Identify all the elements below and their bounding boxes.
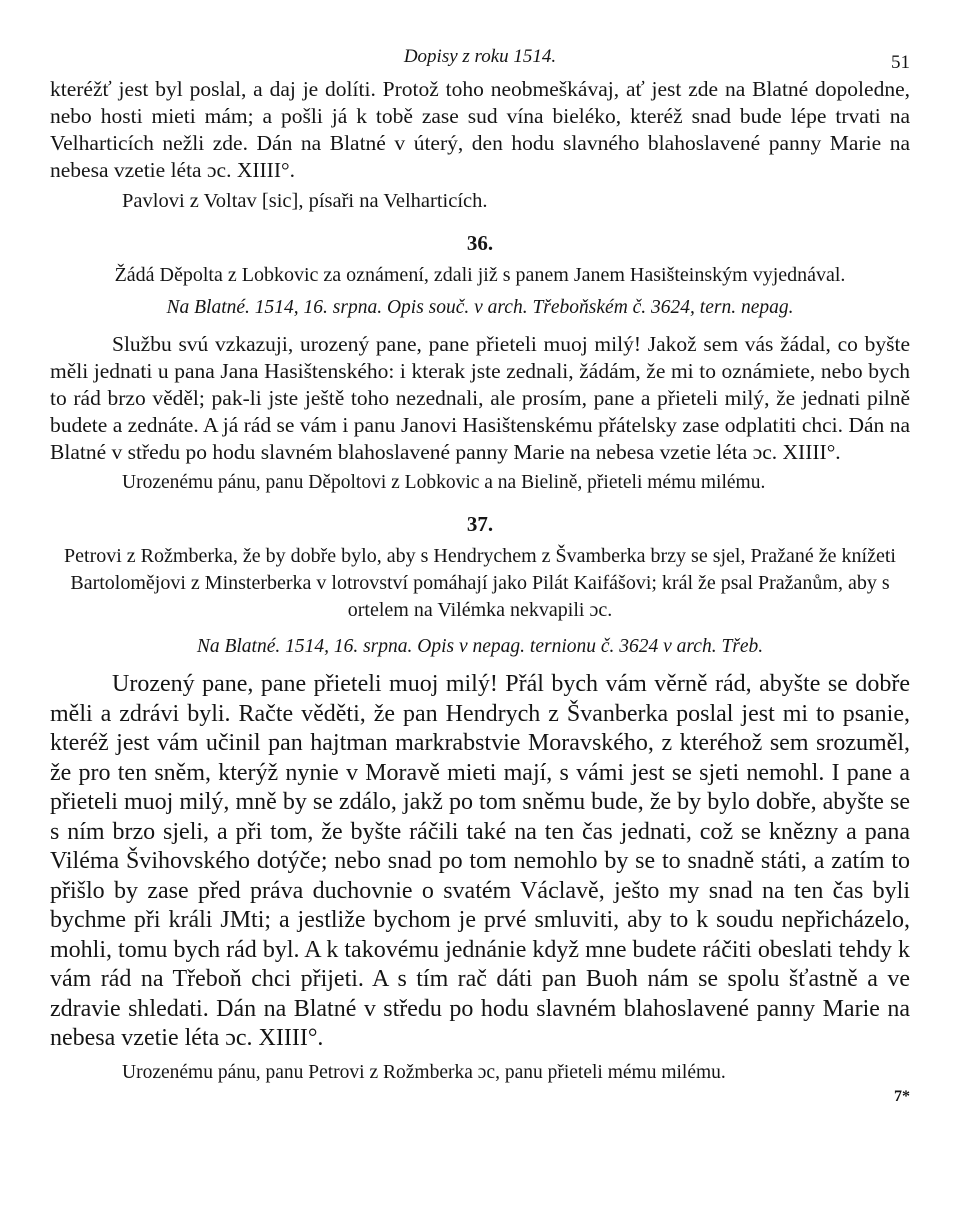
letter-36-address: Urozenému pánu, panu Děpoltovi z Lobkovic a na Bielině, přieteli mému milému. — [122, 472, 766, 493]
letter-37-number: 37. — [466, 512, 494, 536]
letter-35-address: Pavlovi z Voltav [sic], písaři na Velharticích. — [122, 190, 488, 212]
letter-37-source: Na Blatné. 1514, 16. srpna. Opis v nepag. ternionu č. 3624 v arch. Třeb. — [196, 636, 764, 657]
letter-37-text: Urozený pane, pane přieteli muoj milý! Přál bych vám věrně rád, abyšte se dobře měli a zdrávi byli. Račte věděti, že pan Hendrych z Švanberka poslal jest mi to psanie, kteréž jest vám učinil pan hajtman markrabstvie Moravského, z kteréhož sem srozuměl, že pro ten sněm, kterýž nynie v Moravě mieti mají, s vámi jest se sjeti nemohl. I pane a přieteli muoj milý, mně by se zdálo, jakž po tom sněmu bude, že by bylo dobře, abyšte se s ním brzo sjeli, a při tom, že byšte ráčili také na ten čas jednati, což se knězny a pana Viléma Švihovského dotýče; nebo snad po tom nemohlo by se to snadně státi, a zatím to přišlo by zase před práva duchovnie o svatém Václavě, ješto my snad na ten čas byli bychme při králi JMti; a jestliže bychom je prvé smluviti, aby to k soudu nepřicházelo, mohli, tomu bych rád byl. A k takovému jednánie když mne budete ráčiti obeslati tehdy k vám rád na Třeboň chci přijeti. A s tím rač dáti pan Buoh nám se spolu šťastně a ve zdravie shledati. Dán na Blatné v středu po hodu slavném blahoslavené panny Marie na nebesa vzetie léta ɔc. XIIII°. — [50, 671, 910, 1051]
letter-37-regest: Petrovi z Rožmberka, že by dobře bylo, aby s Hendrychem z Švamberka brzy se sjel, Pražané že knížeti Bartolomějovi z Minsterberka v lotrovství pomáhají jako Pilát Kaifášovi; král že psal Pražanům, aby s ortelem na Vilémka nekvapili ɔc. — [64, 545, 896, 621]
signature-mark: 7* — [894, 1087, 910, 1105]
page-number: 51 — [891, 52, 910, 73]
running-title: Dopisy z roku 1514. — [403, 46, 557, 67]
letter-36-regest: Žádá Děpolta z Lobkovic za oznámení, zdali již s panem Janem Hasišteinským vyjednával. — [114, 264, 846, 286]
page-header — [50, 40, 910, 76]
page — [50, 40, 910, 1106]
letter-37-address: Urozenému pánu, panu Petrovi z Rožmberka ɔc, panu přieteli mému milému. — [122, 1061, 726, 1083]
letter-36-source: Na Blatné. 1514, 16. srpna. Opis souč. v arch. Třeboňském č. 3624, tern. nepag. — [166, 297, 794, 318]
letter-36-text: Službu svú vzkazuji, urozený pane, pane přieteli muoj milý! Jakož sem vás žádal, co byšte měli jednati u pana Jana Hasištenského: i kterak jste zednali, žádám, že mi to oznámiete, nebo bych to rád brzo věděl; pak-li jste ještě toho nezednali, ale prosím, pane a přieteli milý, že jednati pilně budete a zednáte. A já rád se vám i panu Janovi Hasištenskému přátelsky zase odplatiti chci. Dán na Blatné v středu po hodu slavném blahoslavené panny Marie na nebesa vzetie léta ɔc. XIIII°. — [50, 332, 910, 464]
letter-35-text: kteréžť jest byl poslal, a daj je dolíti. Protož toho neobmeškávaj, ať jest zde na Blatné dopoledne, nebo hosti mieti mám; a pošli já k tobě zase sud vína bieléko, kteréž snad bude lépe trvati na Velharticích nežli zde. Dán na Blatné v úterý, den hodu slavného blahoslavené panny Marie na nebesa vzetie léta ɔc. XIIII°. — [50, 77, 910, 182]
letter-36-number: 36. — [466, 231, 494, 255]
